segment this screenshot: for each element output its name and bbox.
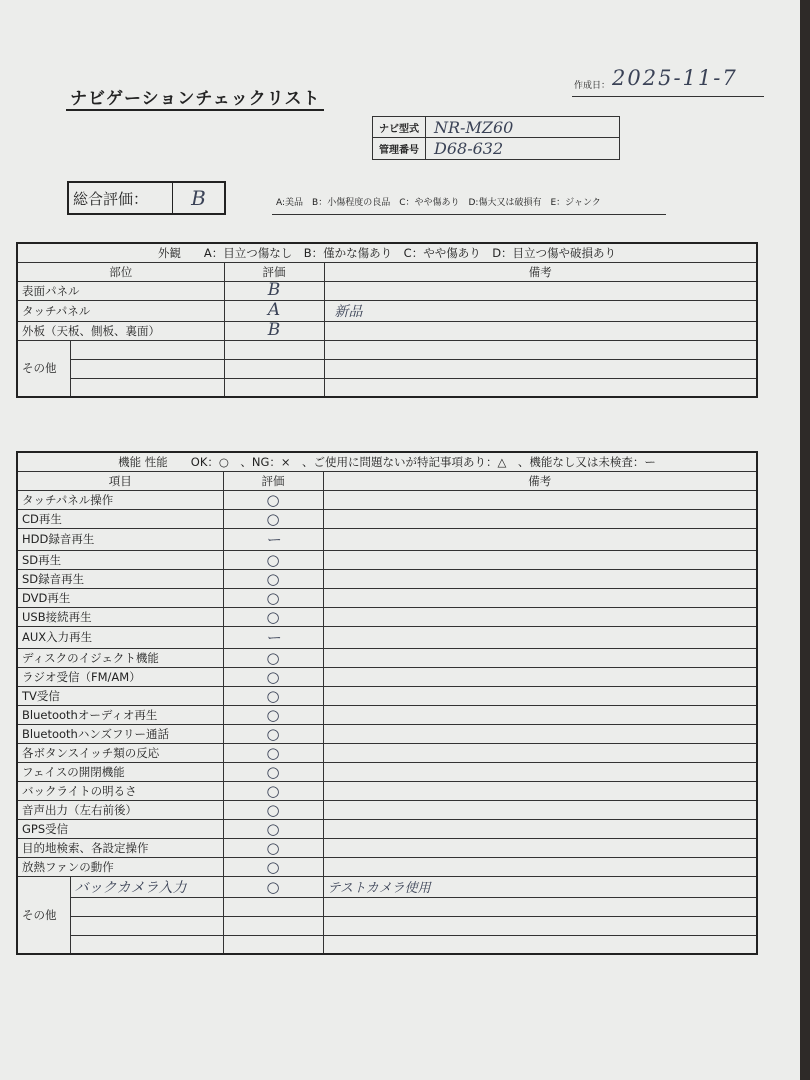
note-cell[interactable] — [323, 490, 757, 509]
note-cell[interactable] — [324, 281, 757, 300]
overall-value[interactable]: B — [191, 186, 206, 210]
note-cell[interactable] — [323, 626, 757, 648]
other-item-cell[interactable]: バックカメラ入力 — [70, 876, 223, 897]
note-cell[interactable] — [323, 916, 757, 935]
note-cell[interactable] — [323, 569, 757, 588]
title-underline — [66, 109, 324, 111]
note-cell[interactable]: 新品 — [324, 300, 757, 321]
rating-cell[interactable] — [224, 378, 324, 397]
model-label: ナビ型式 — [373, 117, 426, 137]
rating-cell[interactable]: ○ — [223, 819, 323, 838]
item-label: GPS受信 — [17, 819, 223, 838]
rating-cell[interactable]: ○ — [223, 490, 323, 509]
appearance-heading: 外観 A：目立つ傷なし B：僅かな傷あり C：やや傷あり D：目立つ傷や破損あり — [17, 243, 757, 262]
rating-cell[interactable]: ○ — [223, 607, 323, 626]
table-row — [17, 916, 757, 935]
col-notes: 備考 — [323, 471, 757, 490]
note-cell[interactable] — [323, 819, 757, 838]
note-cell[interactable] — [323, 550, 757, 569]
note-cell[interactable] — [323, 781, 757, 800]
note-cell[interactable] — [324, 340, 757, 359]
function-heading: 機能 性能 OK：○ 、NG：× 、ご使用に問題ないが特記事項あり：△ 、機能なし又は未検査：ー — [17, 452, 757, 471]
table-row — [17, 509, 757, 528]
item-label: SD再生 — [17, 550, 223, 569]
item-label: AUX入力再生 — [17, 626, 223, 648]
table-row — [17, 686, 757, 705]
item-label: Bluetoothハンズフリー通話 — [17, 724, 223, 743]
table-row — [17, 340, 757, 359]
id-label: 管理番号 — [373, 138, 426, 159]
table-row — [17, 724, 757, 743]
rating-cell[interactable]: ○ — [223, 667, 323, 686]
table-row — [17, 569, 757, 588]
table-row — [17, 648, 757, 667]
rating-cell[interactable] — [223, 935, 323, 954]
overall-rating-box — [67, 181, 226, 215]
table-row — [17, 667, 757, 686]
rating-cell[interactable]: ○ — [223, 800, 323, 819]
item-label: CD再生 — [17, 509, 223, 528]
table-row — [17, 281, 757, 300]
other-label: その他 — [17, 876, 70, 954]
note-cell[interactable] — [323, 528, 757, 550]
date-label: 作成日： — [574, 81, 611, 91]
table-row — [17, 857, 757, 876]
col-item: 項目 — [17, 471, 223, 490]
note-cell[interactable] — [323, 762, 757, 781]
model-row — [373, 117, 619, 138]
rating-cell[interactable]: ○ — [223, 686, 323, 705]
rating-cell[interactable]: ○ — [223, 838, 323, 857]
other-item-cell[interactable] — [70, 359, 224, 378]
note-cell[interactable] — [323, 935, 757, 954]
note-cell[interactable] — [323, 724, 757, 743]
rating-cell[interactable]: ○ — [223, 743, 323, 762]
rating-cell[interactable]: ○ — [223, 509, 323, 528]
note-cell[interactable] — [323, 648, 757, 667]
item-label: ラジオ受信（FM/AM） — [17, 667, 223, 686]
table-row — [17, 300, 757, 321]
table-row — [17, 588, 757, 607]
col-part: 部位 — [17, 262, 224, 281]
id-value[interactable]: D68-632 — [434, 139, 504, 158]
note-cell[interactable] — [323, 667, 757, 686]
item-label: SD録音再生 — [17, 569, 223, 588]
appearance-table — [16, 242, 758, 398]
item-label: ディスクのイジェクト機能 — [17, 648, 223, 667]
item-label: 各ボタンスイッチ類の反応 — [17, 743, 223, 762]
table-row — [17, 359, 757, 378]
table-row — [17, 490, 757, 509]
item-label: 表面パネル — [17, 281, 224, 300]
note-cell[interactable] — [323, 686, 757, 705]
item-label: 放熱ファンの動作 — [17, 857, 223, 876]
table-row — [17, 819, 757, 838]
date-field[interactable] — [572, 66, 764, 97]
col-notes: 備考 — [324, 262, 757, 281]
table-row — [17, 321, 757, 340]
item-label: 目的地検索、各設定操作 — [17, 838, 223, 857]
table-row — [17, 781, 757, 800]
item-label: 音声出力（左右前後） — [17, 800, 223, 819]
item-label: フェイスの開閉機能 — [17, 762, 223, 781]
item-label: タッチパネル操作 — [17, 490, 223, 509]
rating-cell[interactable]: A — [224, 300, 324, 321]
table-row — [17, 626, 757, 648]
rating-cell[interactable]: ○ — [223, 569, 323, 588]
col-rating: 評価 — [224, 262, 324, 281]
id-row — [373, 138, 619, 159]
note-cell[interactable]: テストカメラ使用 — [323, 876, 757, 897]
rating-cell[interactable] — [223, 916, 323, 935]
table-row — [17, 705, 757, 724]
other-item-cell[interactable] — [70, 935, 223, 954]
rating-cell[interactable]: ○ — [223, 724, 323, 743]
page-title: ナビゲーションチェックリスト — [70, 89, 321, 109]
other-item-cell[interactable] — [70, 897, 223, 916]
table-row — [17, 550, 757, 569]
note-cell[interactable] — [323, 897, 757, 916]
note-cell[interactable] — [323, 588, 757, 607]
rating-cell[interactable]: ○ — [223, 648, 323, 667]
rating-cell[interactable]: ○ — [223, 857, 323, 876]
note-cell[interactable] — [324, 378, 757, 397]
table-row — [17, 897, 757, 916]
table-row — [17, 838, 757, 857]
rating-legend: A:美品 B：小傷程度の良品 C：やや傷あり D:傷大又は破損有 E：ジャンク — [272, 195, 666, 215]
note-cell[interactable] — [324, 359, 757, 378]
rating-cell[interactable]: ○ — [223, 781, 323, 800]
other-item-cell[interactable] — [70, 340, 224, 359]
item-label: バックライトの明るさ — [17, 781, 223, 800]
table-row — [17, 762, 757, 781]
note-cell[interactable] — [324, 321, 757, 340]
note-cell[interactable] — [323, 857, 757, 876]
date-value: 2025-11-7 — [612, 66, 738, 90]
col-rating: 評価 — [223, 471, 323, 490]
item-label: USB接続再生 — [17, 607, 223, 626]
table-row — [17, 876, 757, 897]
rating-cell[interactable]: B — [224, 281, 324, 300]
item-label: Bluetoothオーディオ再生 — [17, 705, 223, 724]
note-cell[interactable] — [323, 705, 757, 724]
overall-label: 総合評価： — [69, 183, 173, 213]
rating-cell[interactable]: ○ — [223, 588, 323, 607]
rating-cell[interactable]: B — [224, 321, 324, 340]
table-row — [17, 935, 757, 954]
other-label: その他 — [17, 340, 70, 397]
rating-cell[interactable]: ○ — [223, 705, 323, 724]
other-item-cell[interactable] — [70, 916, 223, 935]
note-cell[interactable] — [323, 838, 757, 857]
item-label: DVD再生 — [17, 588, 223, 607]
rating-cell[interactable]: ー — [223, 528, 323, 550]
model-value[interactable]: NR-MZ60 — [434, 118, 514, 137]
function-table — [16, 451, 758, 955]
desk-edge — [800, 0, 810, 1080]
item-label: 外板（天板、側板、裏面） — [17, 321, 224, 340]
item-label: タッチパネル — [17, 300, 224, 321]
note-cell[interactable] — [323, 743, 757, 762]
rating-cell[interactable]: ○ — [223, 762, 323, 781]
note-cell[interactable] — [323, 800, 757, 819]
rating-cell[interactable] — [223, 897, 323, 916]
table-row — [17, 607, 757, 626]
table-row — [17, 800, 757, 819]
rating-cell[interactable]: ○ — [223, 550, 323, 569]
item-label: TV受信 — [17, 686, 223, 705]
table-row — [17, 378, 757, 397]
rating-cell[interactable] — [224, 340, 324, 359]
note-cell[interactable] — [323, 509, 757, 528]
rating-cell[interactable]: ○ — [223, 876, 323, 897]
table-row — [17, 743, 757, 762]
other-item-cell[interactable] — [70, 378, 224, 397]
rating-cell[interactable] — [224, 359, 324, 378]
model-info-box — [372, 116, 620, 160]
table-row — [17, 528, 757, 550]
rating-cell[interactable]: ー — [223, 626, 323, 648]
note-cell[interactable] — [323, 607, 757, 626]
item-label: HDD録音再生 — [17, 528, 223, 550]
